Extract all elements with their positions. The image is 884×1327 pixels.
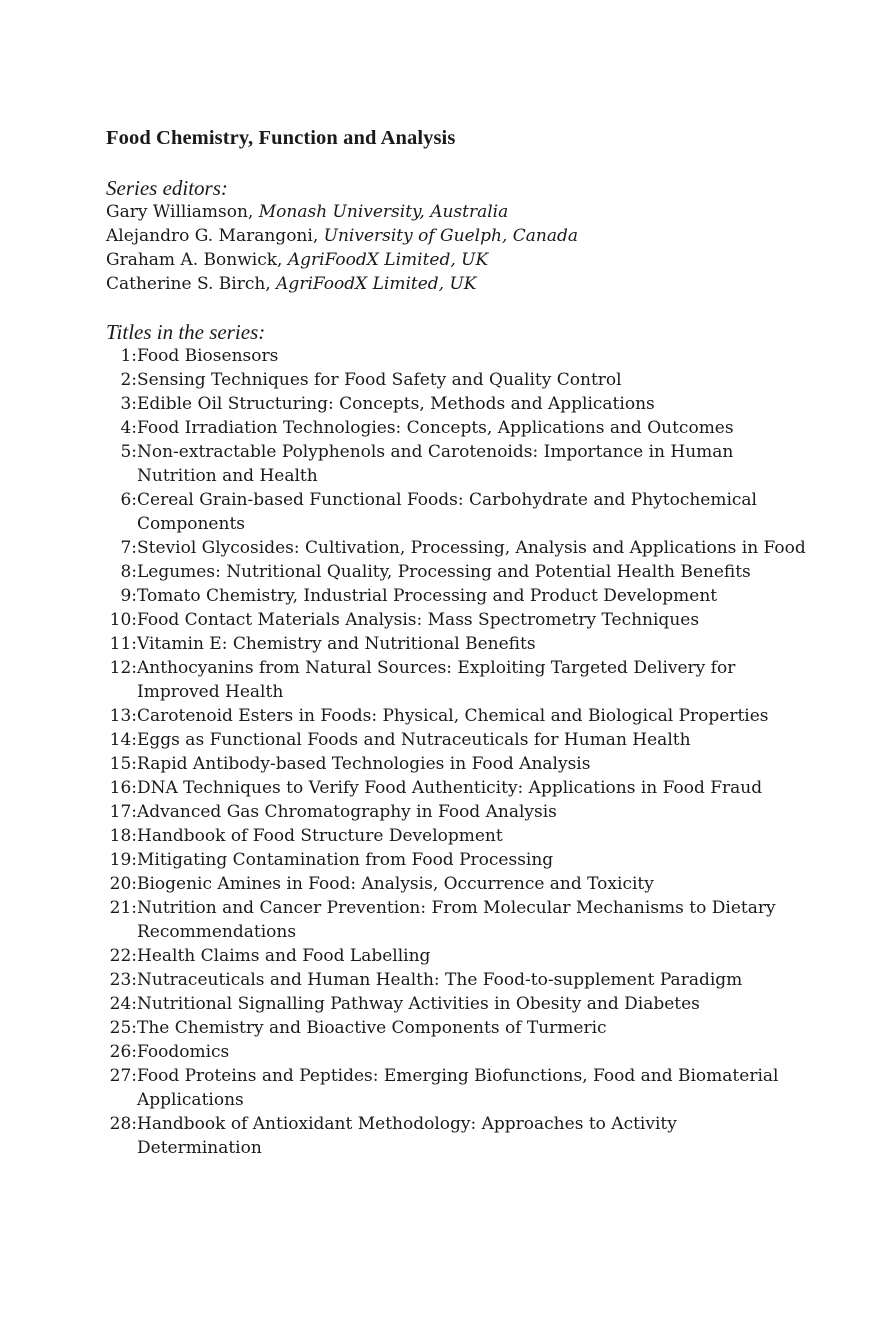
title-item bbox=[106, 728, 806, 752]
title-number: 28: bbox=[109, 1114, 137, 1134]
title-number: 27: bbox=[109, 1066, 137, 1086]
title-item bbox=[106, 368, 806, 392]
title-item bbox=[106, 992, 806, 1016]
title-text: Biogenic Amines in Food: Analysis, Occurrence and Toxicity bbox=[137, 874, 654, 894]
editor-entry bbox=[106, 248, 806, 272]
title-item bbox=[106, 632, 806, 656]
title-item bbox=[106, 392, 806, 416]
title-number: 17: bbox=[109, 802, 137, 822]
title-number: 7: bbox=[120, 538, 137, 558]
title-item bbox=[106, 848, 806, 872]
title-text: Steviol Glycosides: Cultivation, Processing, Analysis and Applications in Food bbox=[137, 538, 806, 558]
editor-affiliation: AgriFoodX Limited, UK bbox=[287, 250, 489, 270]
title-number: 21: bbox=[109, 898, 137, 918]
title-text: Nutrition and Cancer Prevention: From Molecular Mechanisms to Dietary Recommendations bbox=[137, 898, 776, 942]
title-item bbox=[106, 488, 806, 536]
title-number: 13: bbox=[109, 706, 137, 726]
title-number: 12: bbox=[109, 658, 137, 678]
title-item bbox=[106, 752, 806, 776]
title-number: 19: bbox=[109, 850, 137, 870]
title-item bbox=[106, 656, 806, 704]
title-text: The Chemistry and Bioactive Components of Turmeric bbox=[137, 1018, 607, 1038]
title-item bbox=[106, 1016, 806, 1040]
title-item bbox=[106, 608, 806, 632]
title-number: 5: bbox=[120, 442, 137, 462]
title-item bbox=[106, 872, 806, 896]
title-text: Vitamin E: Chemistry and Nutritional Benefits bbox=[137, 634, 536, 654]
title-number: 26: bbox=[109, 1042, 137, 1062]
series-titles bbox=[106, 320, 806, 1160]
series-title: Food Chemistry, Function and Analysis bbox=[106, 127, 456, 149]
title-number: 24: bbox=[109, 994, 137, 1014]
editor-entry bbox=[106, 224, 806, 248]
title-item bbox=[106, 536, 806, 560]
title-text: Food Contact Materials Analysis: Mass Spectrometry Techniques bbox=[137, 610, 700, 630]
title-text: Food Biosensors bbox=[137, 346, 279, 366]
title-text: Non-extractable Polyphenols and Carotenoids: Importance in Human Nutrition and Health bbox=[137, 442, 734, 486]
editor-entry bbox=[106, 200, 806, 224]
editor-name: Alejandro G. Marangoni, bbox=[106, 226, 324, 246]
editor-entry bbox=[106, 272, 806, 296]
editors-label: Series editors: bbox=[106, 176, 228, 200]
editor-affiliation: University of Guelph, Canada bbox=[323, 226, 578, 246]
title-text: Rapid Antibody-based Technologies in Food Analysis bbox=[137, 754, 591, 774]
title-number: 8: bbox=[120, 562, 137, 582]
title-text: Handbook of Food Structure Development bbox=[137, 826, 503, 846]
title-text: Advanced Gas Chromatography in Food Analysis bbox=[137, 802, 557, 822]
title-text: Anthocyanins from Natural Sources: Exploiting Targeted Delivery for Improved Health bbox=[137, 658, 736, 702]
title-number: 11: bbox=[109, 634, 137, 654]
title-list bbox=[106, 344, 806, 1160]
title-item bbox=[106, 416, 806, 440]
title-number: 2: bbox=[120, 370, 137, 390]
title-item bbox=[106, 944, 806, 968]
title-number: 14: bbox=[109, 730, 137, 750]
title-text: DNA Techniques to Verify Food Authenticity: Applications in Food Fraud bbox=[137, 778, 763, 798]
title-text: Nutritional Signalling Pathway Activities in Obesity and Diabetes bbox=[137, 994, 700, 1014]
editor-name: Graham A. Bonwick, bbox=[106, 250, 288, 270]
title-number: 16: bbox=[109, 778, 137, 798]
editor-name: Catherine S. Birch, bbox=[106, 274, 277, 294]
title-number: 25: bbox=[109, 1018, 137, 1038]
title-number: 6: bbox=[120, 490, 137, 510]
title-text: Mitigating Contamination from Food Processing bbox=[137, 850, 554, 870]
title-number: 10: bbox=[109, 610, 137, 630]
title-text: Edible Oil Structuring: Concepts, Methods and Applications bbox=[137, 394, 655, 414]
title-item bbox=[106, 440, 806, 488]
title-item bbox=[106, 800, 806, 824]
editor-affiliation: AgriFoodX Limited, UK bbox=[276, 274, 477, 294]
title-text: Health Claims and Food Labelling bbox=[137, 946, 431, 966]
title-number: 9: bbox=[120, 586, 137, 606]
title-item bbox=[106, 776, 806, 800]
title-number: 1: bbox=[120, 346, 137, 366]
title-text: Food Proteins and Peptides: Emerging Biofunctions, Food and Biomaterial Applications bbox=[137, 1066, 779, 1110]
editor-name: Gary Williamson, bbox=[106, 202, 259, 222]
title-text: Cereal Grain-based Functional Foods: Carbohydrate and Phytochemical Components bbox=[137, 490, 757, 534]
title-item bbox=[106, 896, 806, 944]
title-item bbox=[106, 1040, 806, 1064]
title-text: Eggs as Functional Foods and Nutraceuticals for Human Health bbox=[137, 730, 691, 750]
title-item bbox=[106, 704, 806, 728]
series-editors bbox=[106, 176, 806, 296]
title-number: 22: bbox=[109, 946, 137, 966]
title-text: Nutraceuticals and Human Health: The Food-to-supplement Paradigm bbox=[137, 970, 743, 990]
title-text: Tomato Chemistry, Industrial Processing and Product Development bbox=[137, 586, 718, 606]
titles-label: Titles in the series: bbox=[106, 320, 266, 344]
title-item bbox=[106, 584, 806, 608]
title-number: 3: bbox=[120, 394, 137, 414]
title-text: Sensing Techniques for Food Safety and Quality Control bbox=[137, 370, 622, 390]
title-number: 20: bbox=[109, 874, 137, 894]
title-number: 23: bbox=[109, 970, 137, 990]
title-item bbox=[106, 1064, 806, 1112]
title-item bbox=[106, 824, 806, 848]
editor-affiliation: Monash University, Australia bbox=[258, 202, 509, 222]
title-number: 4: bbox=[120, 418, 137, 438]
title-text: Foodomics bbox=[137, 1042, 230, 1062]
title-item bbox=[106, 344, 806, 368]
title-text: Handbook of Antioxidant Methodology: Approaches to Activity Determination bbox=[137, 1114, 677, 1158]
title-item bbox=[106, 968, 806, 992]
title-item bbox=[106, 1112, 806, 1160]
title-text: Legumes: Nutritional Quality, Processing and Potential Health Benefits bbox=[137, 562, 751, 582]
title-text: Carotenoid Esters in Foods: Physical, Chemical and Biological Properties bbox=[137, 706, 769, 726]
title-text: Food Irradiation Technologies: Concepts, Applications and Outcomes bbox=[137, 418, 734, 438]
title-number: 18: bbox=[109, 826, 137, 846]
title-item bbox=[106, 560, 806, 584]
title-number: 15: bbox=[109, 754, 137, 774]
series-page bbox=[106, 124, 806, 1160]
